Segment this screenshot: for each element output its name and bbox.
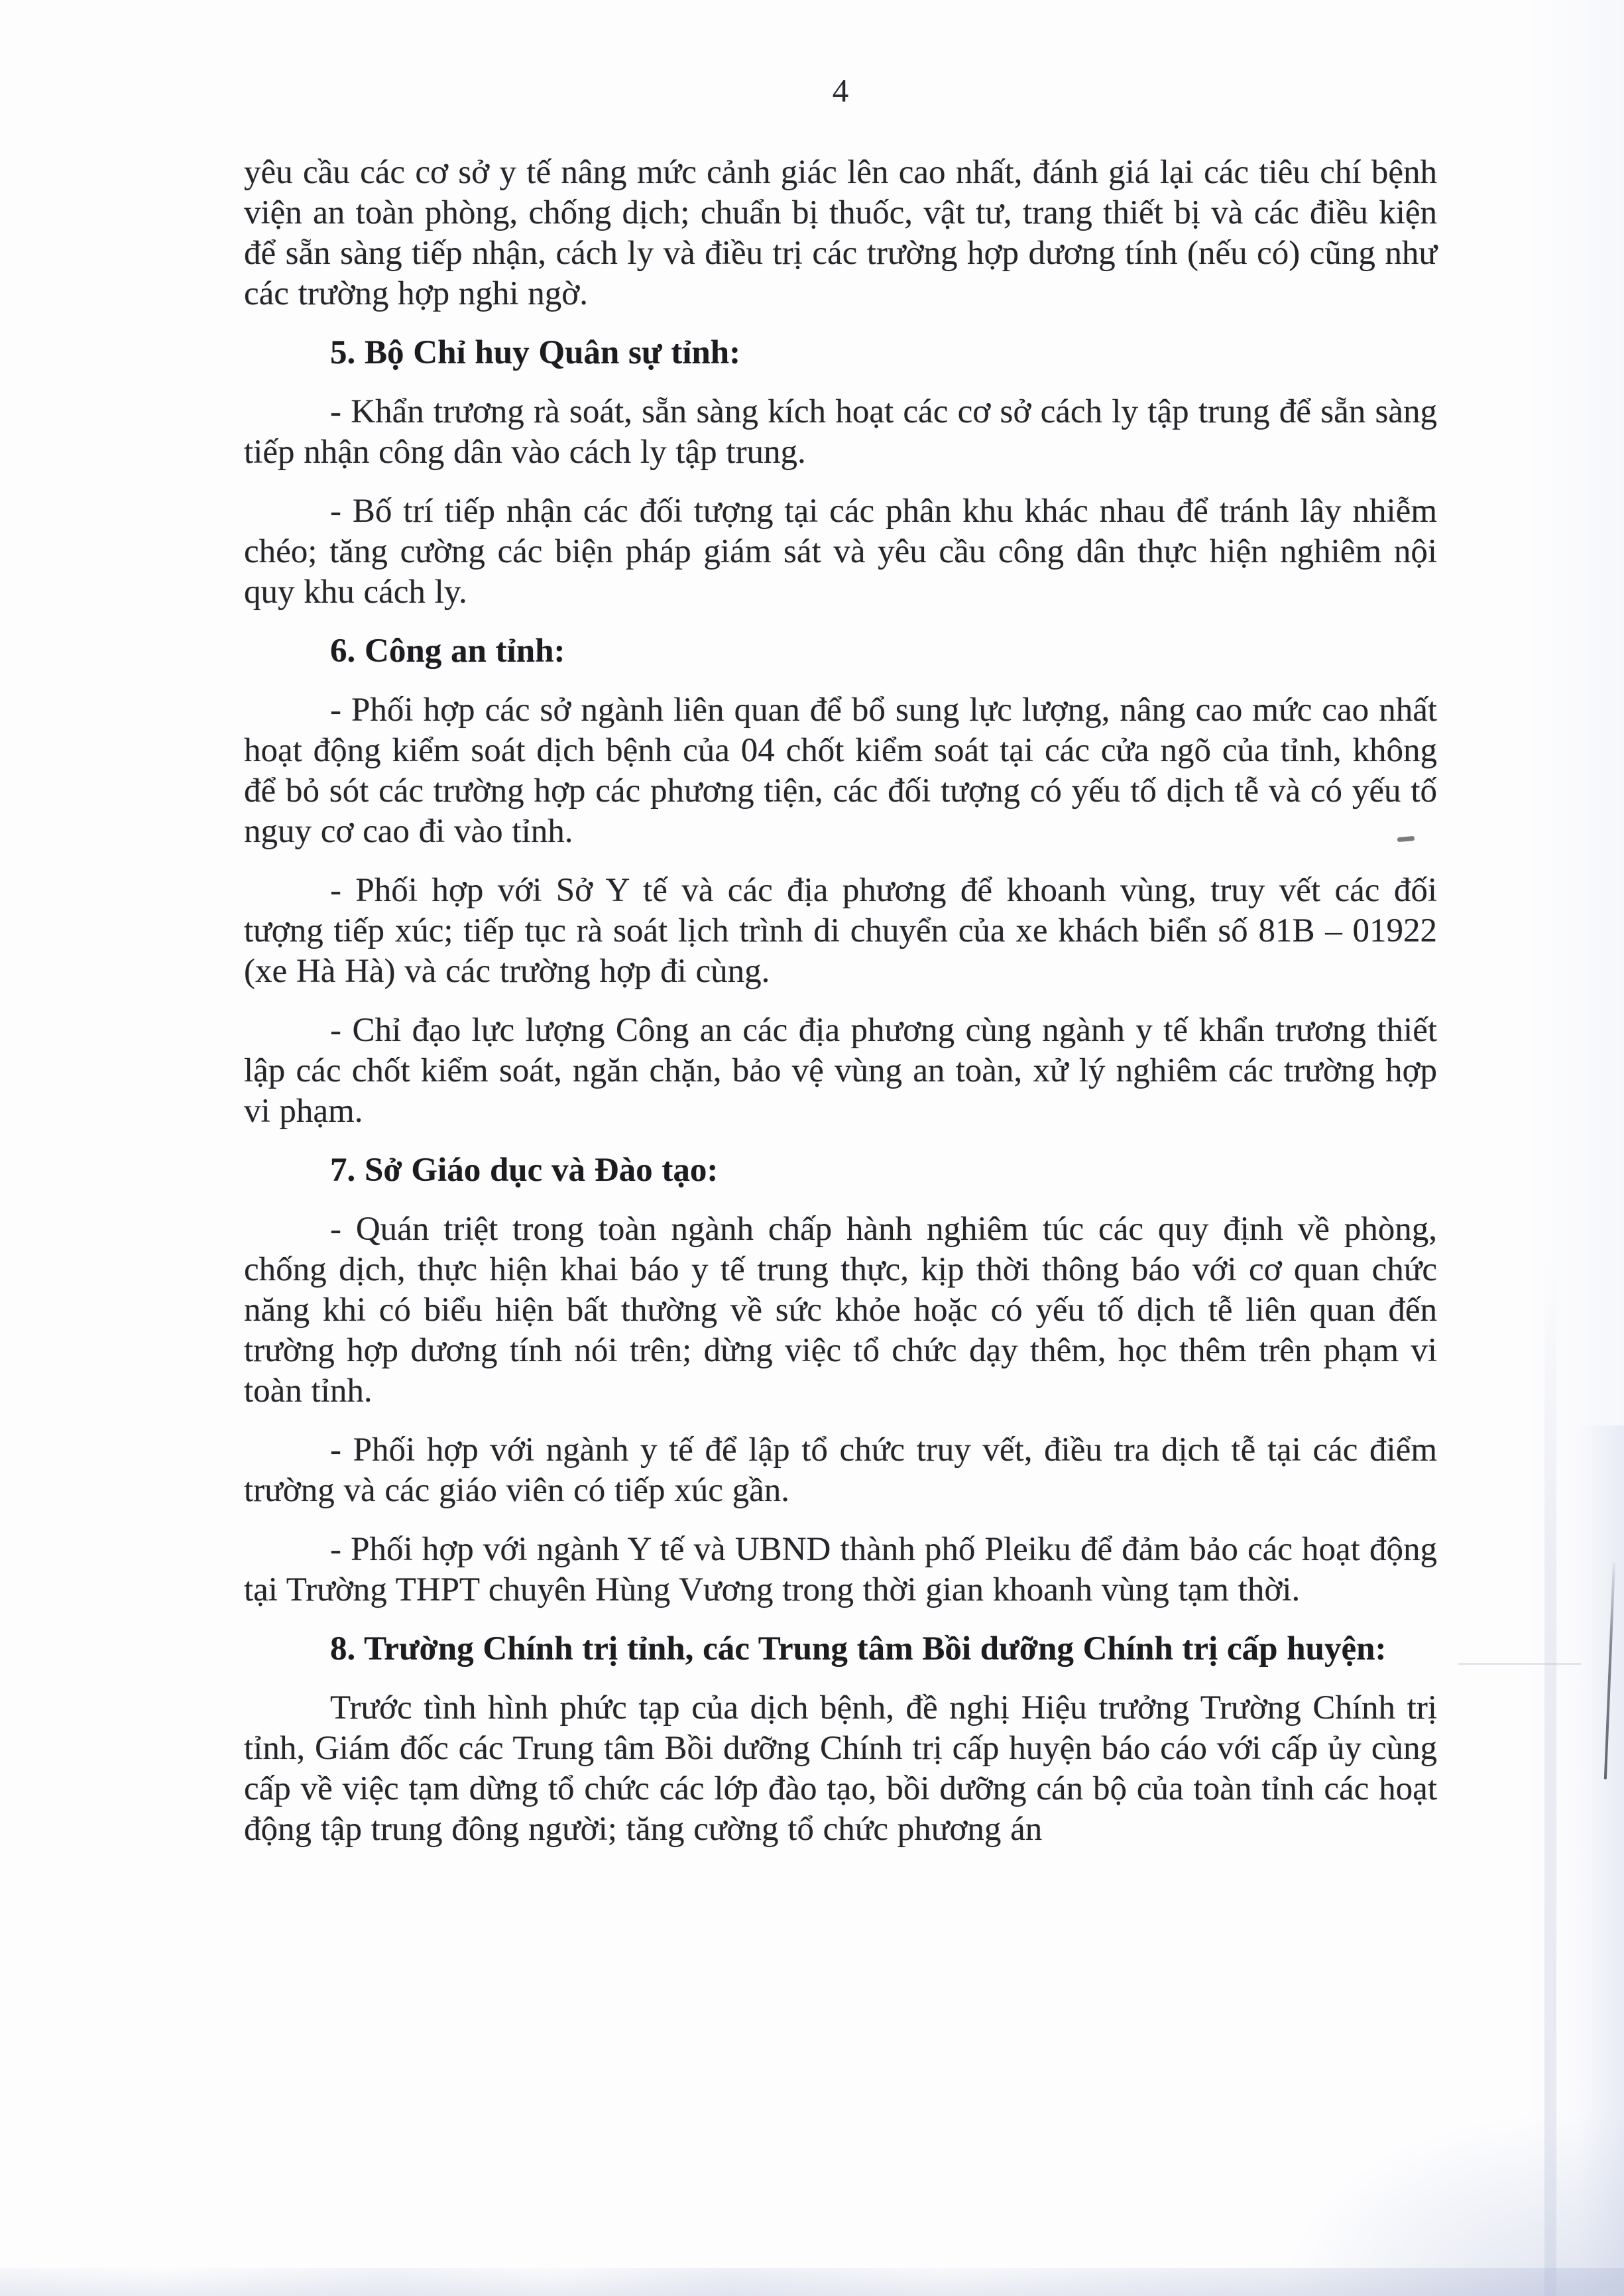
- section-8-paragraph: Trước tình hình phức tạp của dịch bệnh, đề nghị Hiệu trưởng Trường Chính trị tỉnh, Giám đốc các Trung tâm Bồi dưỡng Chính trị cấp huyện báo cáo với cấp ủy cùng cấp về việc tạm dừng tổ chức các lớp đào tạo, bồi dưỡng cán bộ của toàn tỉnh các hoạt động tập trung đông người; tăng cường tổ chức phương án: [244, 1689, 1437, 1848]
- section-5-heading: 5. Bộ Chỉ huy Quân sự tỉnh:: [330, 334, 741, 371]
- section-7-bullet-2: - Phối hợp với ngành y tế để lập tổ chức truy vết, điều tra dịch tễ tại các điểm trường và các giáo viên có tiếp xúc gần.: [244, 1431, 1437, 1509]
- scan-corner-shadow: [1279, 2110, 1624, 2296]
- section-7-heading: 7. Sở Giáo dục và Đào tạo:: [330, 1152, 719, 1189]
- section-6-bullet-3: - Chỉ đạo lực lượng Công an các địa phương cùng ngành y tế khẩn trương thiết lập các chốt kiểm soát, ngăn chặn, bảo vệ vùng an toàn, xử lý nghiêm các trường hợp vi phạm.: [244, 1012, 1437, 1130]
- document-body: [244, 152, 1437, 1868]
- section-6-bullet-2: - Phối hợp với Sở Y tế và các địa phương để khoanh vùng, truy vết các đối tượng tiếp xúc; tiếp tục rà soát lịch trình di chuyển của xe khách biển số 81B – 01922 (xe Hà Hà) và các trường hợp đi cùng.: [244, 872, 1437, 990]
- section-5-bullet-1: - Khẩn trương rà soát, sẵn sàng kích hoạt các cơ sở cách ly tập trung để sẵn sàng tiếp nhận công dân vào cách ly tập trung.: [244, 393, 1437, 471]
- section-6-bullet-1: - Phối hợp các sở ngành liên quan để bổ sung lực lượng, nâng cao mức cao nhất hoạt động kiểm soát dịch bệnh của 04 chốt kiểm soát tại các cửa ngõ của tỉnh, không để bỏ sót các trường hợp các phương tiện, các đối tượng có yếu tố dịch tễ và có yếu tố nguy cơ cao đi vào tỉnh.: [244, 692, 1437, 850]
- paragraph-continued: yêu cầu các cơ sở y tế nâng mức cảnh giác lên cao nhất, đánh giá lại các tiêu chí bệnh viện an toàn phòng, chống dịch; chuẩn bị thuốc, vật tư, trang thiết bị và các điều kiện để sẵn sàng tiếp nhận, cách ly và điều trị các trường hợp dương tính (nếu có) cũng như các trường hợp nghi ngờ.: [244, 154, 1437, 312]
- scan-horizontal-streak: [1458, 1663, 1581, 1665]
- section-7-bullet-1: - Quán triệt trong toàn ngành chấp hành nghiêm túc các quy định về phòng, chống dịch, thực hiện khai báo y tế trung thực, kịp thời thông báo với cơ quan chức năng khi có biểu hiện bất thường về sức khỏe hoặc có yếu tố dịch tễ liên quan đến trường hợp dương tính nói trên; dừng việc tổ chức dạy thêm, học thêm trên phạm vi toàn tỉnh.: [244, 1211, 1437, 1410]
- section-6-heading: 6. Công an tỉnh:: [330, 633, 565, 670]
- section-5-bullet-2: - Bố trí tiếp nhận các đối tượng tại các phân khu khác nhau để tránh lây nhiễm chéo; tăng cường các biện pháp giám sát và yêu cầu công dân thực hiện nghiêm nội quy khu cách ly.: [244, 493, 1437, 611]
- section-7-bullet-3: - Phối hợp với ngành Y tế và UBND thành phố Pleiku để đảm bảo các hoạt động tại Trường THPT chuyên Hùng Vương trong thời gian khoanh vùng tạm thời.: [244, 1531, 1437, 1608]
- section-8-heading: 8. Trường Chính trị tỉnh, các Trung tâm Bồi dưỡng Chính trị cấp huyện:: [330, 1630, 1387, 1667]
- page-number: 4: [832, 72, 849, 109]
